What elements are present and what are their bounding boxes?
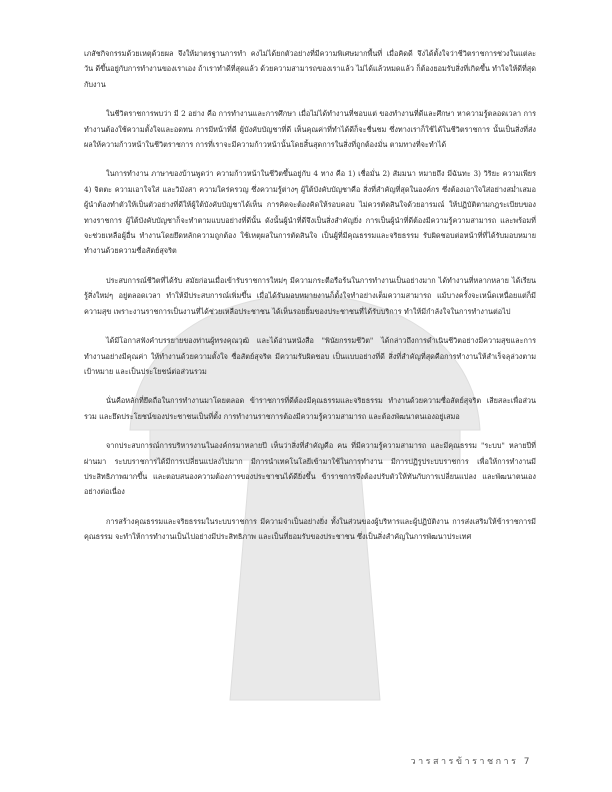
paragraph-7: จากประสบการณ์การบริหารงานในองค์กรมาหลายปี เห็นว่าสิ่งที่สำคัญคือ คน ที่มีความรู้ความสามารถ และมีคุณธรรม "ระบบ" หลายปีที่ผ่านมา ระบบราชการได้มีการเปลี่ยนแปลงไปมาก มีการนำเทคโนโลยีเข้ามาใช้ในการทำงาน มีการปฏิรูประบบราชการ เพื่อให้การทำงานมีประสิทธิภาพมากขึ้น และตอบสนองความต้องการของประชาชนได้ดียิ่งขึ้น ข้าราชการจึงต้องปรับตัวให้ทันกับการเปลี่ยนแปลง และพัฒนาตนเองอย่างต่อเนื่อง [84, 441, 536, 497]
paragraph-3: ในการทำงาน ภาษาของบ้านพูดว่า ความก้าวหน้าในชีวิตขึ้นอยู่กับ 4 ทาง คือ 1) เชื่อมั่น 2) สัมมนา หมายถึง มีฉันทะ 3) วิริยะ ความเพียร 4) จิตตะ ความเอาใจใส่ และวิมังสา ความใคร่ครวญ ซึ่งความรู้ต่างๆ ผู้ใต้บังคับบัญชาคือ สิ่งที่สำคัญที่สุดในองค์กร ซึ่งต้องเอาใจใส่อย่างสม่ำเสมอ ผู้นำต้องทำตัวให้เป็นตัวอย่างที่ดีให้ผู้ใต้บังคับบัญชาได้เห็น การคิดจะต้องคิดให้รอบคอบ ไม่ควรตัดสินใจด้วยอารมณ์ ให้ปฏิบัติตามกฎระเบียบของทางราชการ ผู้ใต้บังคับบัญชาก็จะทำตามแบบอย่างที่ดีนั้น ดังนั้นผู้นำที่ดีจึงเป็นสิ่งสำคัญยิ่ง การเป็นผู้นำที่ดีต้องมีความรู้ความสามารถ และพร้อมที่จะช่วยเหลือผู้อื่น ทำงานโดยยึดหลักความถูกต้อง ใช้เหตุผลในการตัดสินใจ เป็นผู้ที่มีคุณธรรมและจริยธรรม รับผิดชอบต่อหน้าที่ที่ได้รับมอบหมาย ทำงานด้วยความซื่อสัตย์สุจริต [84, 169, 536, 256]
paragraph-2: ในชีวิตราชการพบว่า มี 2 อย่าง คือ การทำงานและการศึกษา เมื่อไม่ได้ทำงานที่ชอบแต่ ของทำงานที่ดีและศึกษา หาความรู้ตลอดเวลา การทำงานต้องใช้ความตั้งใจและอดทน การมีหน้าที่ดี ผู้บังคับบัญชาที่ดี เห็นคุณค่าที่ทำได้ดีก็จะชื่นชม ซึ่งทางเราก็ใช้ได้ในชีวิตราชการ นั้นเป็นสิ่งที่ส่งผลให้ความก้าวหน้าในชีวิตราชการ การที่เราจะมีความก้าวหน้านั้นโดยสิ้นสุดการในสิ่งที่ถูกต้องมั่น ตามทางที่จะทำได้ [84, 109, 536, 150]
paragraph-5: ได้มีโอกาสฟังคำบรรยายของท่านผู้ทรงคุณวุฒิ และได้อ่านหนังสือ "พินัยกรรมชีวิต" ได้กล่าวถึงการดำเนินชีวิตอย่างมีความสุขและการทำงานอย่างมีคุณค่า ให้ทำงานด้วยความตั้งใจ ซื่อสัตย์สุจริต มีความรับผิดชอบ เป็นแบบอย่างที่ดี สิ่งที่สำคัญที่สุดคือการทำงานให้สำเร็จลุล่วงตามเป้าหมาย และเป็นประโยชน์ต่อส่วนรวม [84, 336, 536, 376]
paragraph-6: นั่นคือหลักที่ยึดถือในการทำงานมาโดยตลอด ข้าราชการที่ดีต้องมีคุณธรรมและจริยธรรม ทำงานด้วยความซื่อสัตย์สุจริต เสียสละเพื่อส่วนรวม และยึดประโยชน์ของประชาชนเป็นที่ตั้ง การทำงานราชการต้องมีความรู้ความสามารถ และต้องพัฒนาตนเองอยู่เสมอ [84, 396, 536, 421]
article-body [84, 46, 536, 559]
paragraph-4: ประสบการณ์ชีวิตที่ได้รับ สมัยก่อนเมื่อเข้ารับราชการใหม่ๆ มีความกระตือรือร้นในการทำงานเป็นอย่างมาก ได้ทำงานที่หลากหลาย ได้เรียนรู้สิ่งใหม่ๆ อยู่ตลอดเวลา ทำให้มีประสบการณ์เพิ่มขึ้น เมื่อได้รับมอบหมายงานก็ตั้งใจทำอย่างเต็มความสามารถ แม้บางครั้งจะเหน็ดเหนื่อยแต่ก็มีความสุข เพราะงานราชการเป็นงานที่ได้ช่วยเหลือประชาชน ได้เห็นรอยยิ้มของประชาชนที่ได้รับบริการ ทำให้มีกำลังใจในการทำงานต่อไป [84, 275, 536, 316]
paragraph-1: เภสัชกิจกรรมด้วยเหตุด้วยผล จึงให้มาตรฐานการทำ คงไม่ได้ยกตัวอย่างที่มีความพิเศษมากพื้นที่ เมื่อคิดดี จึงได้ตั้งใจว่าชีวิตราชการช่วงในแต่ละวัน ดีขึ้นอยู่กับการทำงานของเราเอง ถ้าเราทำดีที่สุดแล้ว ด้วยความสามารถของเราแล้ว ไม่ได้แล้วหมดแล้ว ก็ต้องยอมรับสิ่งที่เกิดขึ้น ทำใจให้ดีที่สุดกับงาน [84, 49, 536, 89]
page-footer: วารสารข้าราชการ 7 [410, 757, 532, 767]
paragraph-8: การสร้างคุณธรรมและจริยธรรมในระบบราชการ มีความจำเป็นอย่างยิ่ง ทั้งในส่วนของผู้บริหารและผู้ปฏิบัติงาน การส่งเสริมให้ข้าราชการมีคุณธรรม จะทำให้การทำงานเป็นไปอย่างมีประสิทธิภาพ และเป็นที่ยอมรับของประชาชน ซึ่งเป็นสิ่งสำคัญในการพัฒนาประเทศ [84, 516, 536, 542]
